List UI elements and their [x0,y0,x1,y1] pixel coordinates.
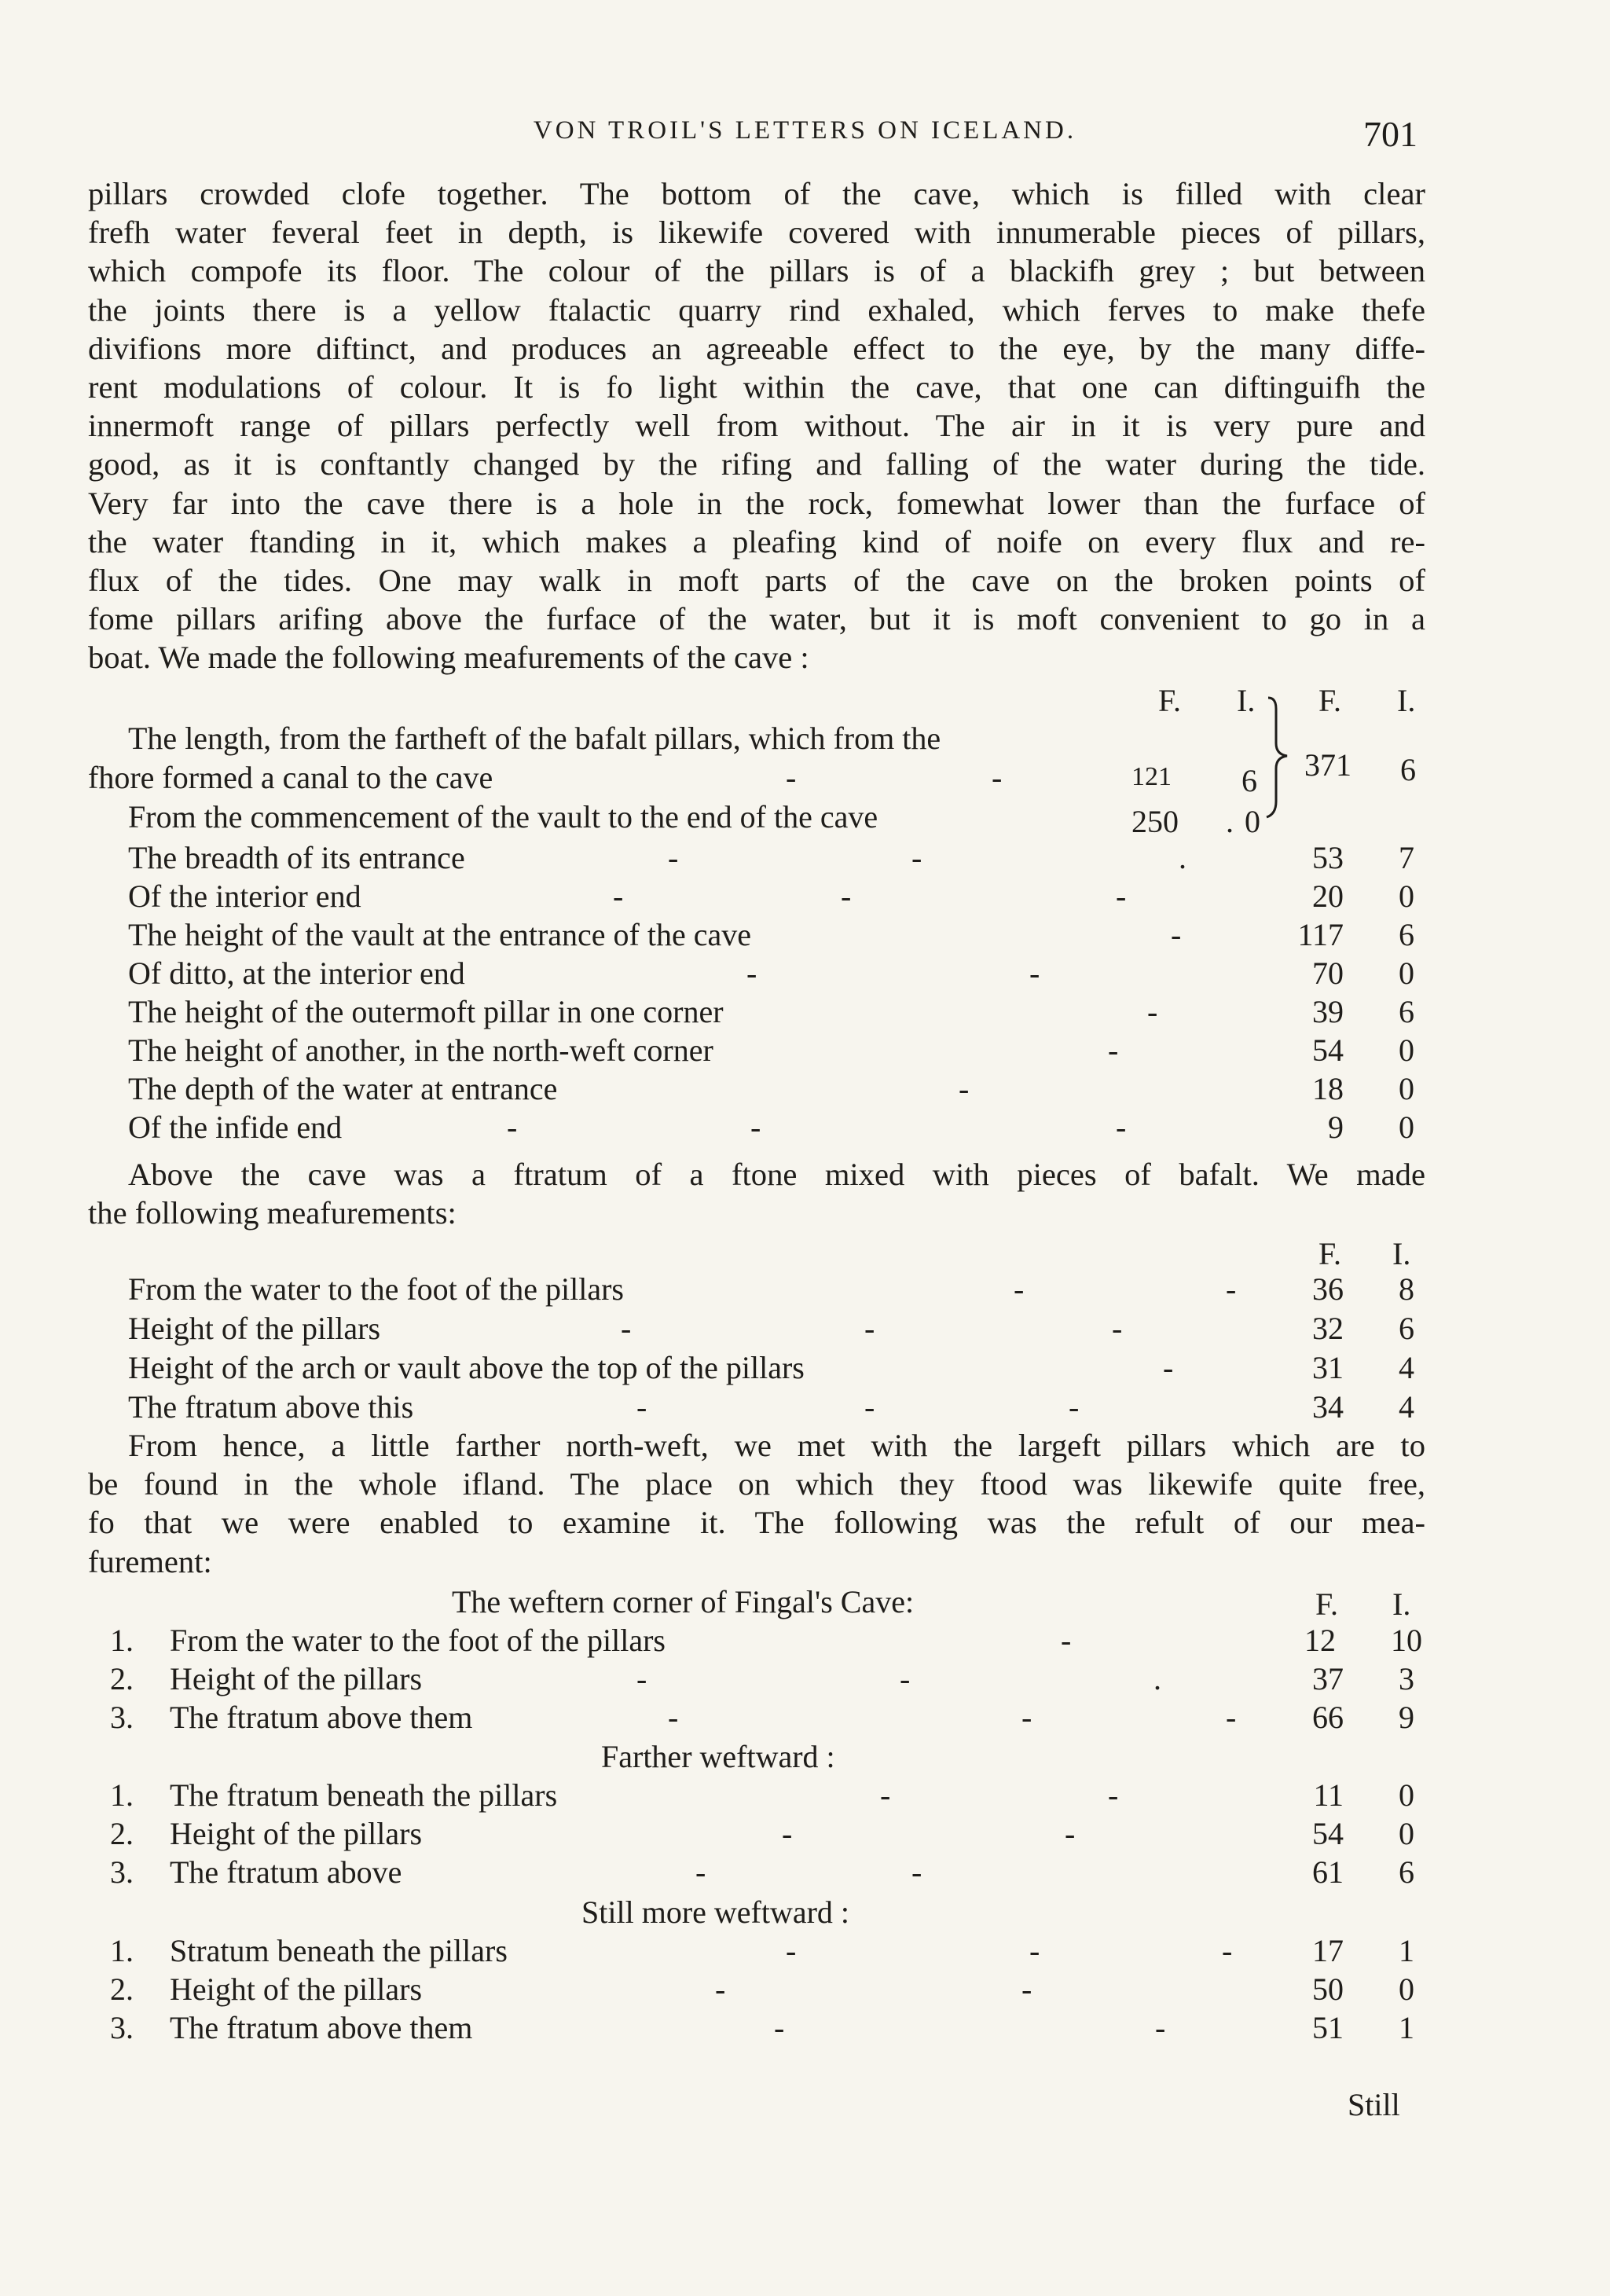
column-header-feet: F. [1158,683,1182,718]
column-header-inches: I. [1392,1586,1411,1622]
table-row [0,1388,1610,1428]
row-feet: 32 [1312,1311,1344,1346]
leader-dash: - [1171,917,1182,952]
leader-dash: - [1029,955,1040,991]
vault-feet: 250 [1131,804,1179,839]
table-row [0,1349,1610,1388]
row-label: Height of the pillars [170,1661,423,1696]
page-number: 701 [1363,114,1417,154]
row-number: 1. [110,1623,134,1658]
leader-dash: - [1222,1933,1233,1968]
length-label-line2: fhore formed a canal to the cave [88,760,493,795]
row-inches: 6 [1399,994,1414,1029]
table-row [0,1699,1610,1738]
column-header-feet: F. [1315,1586,1339,1622]
table-row [0,1032,1610,1071]
row-inches: 6 [1399,917,1414,952]
row-inches: 8 [1399,1271,1414,1307]
text-line: which compofe its floor. The colour of the pillars is of a blackifh grey ; but between [88,253,1425,289]
lower-paragraph [88,1426,1425,1581]
row-feet: 66 [1312,1700,1344,1735]
leader-dash: - [621,1311,632,1346]
table-row [0,2009,1610,2048]
row-feet: 53 [1312,840,1344,875]
row-label: Of the interior end [128,878,361,914]
row-feet: 17 [1312,1933,1344,1968]
leader-dash: - [1226,1700,1237,1735]
text-line: be found in the whole ifland. The place on which they ftood was likewife quite free, [88,1466,1425,1502]
vault-inches: 0 [1245,804,1260,839]
middle-paragraph [88,1155,1425,1232]
row-inches: 10 [1391,1623,1422,1658]
row-label: The height of the outermoft pillar in one corner [128,994,724,1029]
row-label: Height of the pillars [128,1311,381,1346]
row-inches: 4 [1399,1389,1414,1425]
row-inches: 1 [1399,1933,1414,1968]
table-row [0,1271,1610,1310]
table-row [0,1971,1610,2010]
leader-dash: - [782,1816,793,1851]
table-row [0,1109,1610,1148]
table-row [0,955,1610,994]
column-header-inches: I. [1237,683,1256,718]
row-number: 2. [110,1971,134,2007]
row-label: Of the infide end [128,1109,343,1145]
row-label: The ftratum above this [128,1389,414,1425]
text-line: the water ftanding in it, which makes a pleafing kind of noife on every flux and re- [88,523,1425,559]
row-feet: 39 [1312,994,1344,1029]
leader-dash: - [507,1109,518,1145]
leader-dash: - [911,840,922,875]
leader-dash: . [1153,1661,1161,1696]
length-feet: 121 [1131,762,1172,791]
group-subtitle: Still more weftward : [581,1894,850,1930]
row-feet: 11 [1313,1777,1344,1813]
row-number: 2. [110,1661,134,1696]
brace-icon [1263,691,1295,833]
row-number: 1. [110,1777,134,1813]
row-label: The height of the vault at the entrance of the cave [128,917,751,952]
leader-dash: - [1112,1311,1123,1346]
leader-dash: - [1116,878,1127,914]
column-header-inches-total: I. [1397,683,1416,718]
leader-dash: - [636,1661,647,1696]
text-line: Above the cave was a ftratum of a ftone mixed with pieces of bafalt. We made [128,1157,1425,1192]
leader-dash: - [613,878,624,914]
length-inches: 6 [1241,763,1257,798]
group-subtitle: Farther weftward : [601,1739,835,1774]
row-label: The ftratum above them [170,1700,473,1735]
catchword: Still [1348,2087,1400,2122]
running-title: VON TROIL'S LETTERS ON ICELAND. [533,116,1077,145]
row-inches: 0 [1399,1971,1414,2007]
row-inches: 0 [1399,1071,1414,1106]
row-number: 3. [110,1854,134,1890]
text-line: the joints there is a yellow ftalactic quarry rind exhaled, which ferves to make thefe [88,292,1425,328]
leader-dash: - [1061,1623,1072,1658]
text-line: rent modulations of colour. It is fo light within the cave, that one can diftinguifh the [88,369,1425,405]
leader-dash: - [880,1777,891,1813]
leader-dash: - [695,1854,706,1890]
table-row [0,839,1610,878]
row-label: The height of another, in the north-weft corner [128,1032,713,1068]
row-inches: 1 [1399,2010,1414,2045]
text-line: fo that we were enabled to examine it. The following was the refult of our mea- [88,1505,1425,1541]
leader-dash: - [1069,1389,1080,1425]
row-label: Stratum beneath the pillars [170,1933,508,1968]
leader-dash: - [911,1854,922,1890]
row-inches: 7 [1399,840,1414,875]
leader-dash: - [715,1971,726,2007]
leader-dash: - [959,1071,970,1106]
total-inches: 6 [1400,752,1416,787]
row-inches: 3 [1399,1661,1414,1696]
column-header-feet-total: F. [1318,683,1342,718]
row-inches: 6 [1399,1311,1414,1346]
column-header-feet: F. [1318,1236,1342,1271]
leader-dash: - [1029,1933,1040,1968]
leader-dash: - [864,1311,875,1346]
row-label: From the water to the foot of the pillars [128,1271,624,1307]
row-feet: 20 [1312,878,1344,914]
table-row [0,1660,1610,1700]
table-row [0,1070,1610,1109]
text-line: frefh water feveral feet in depth, is likewife covered with innumerable pieces of pillars, [88,215,1425,251]
row-inches: 0 [1399,1816,1414,1851]
leader-dash: - [1065,1816,1076,1851]
column-header-inches: I. [1392,1236,1411,1271]
total-feet: 371 [1304,747,1351,783]
text-line: the following meafurements: [88,1195,457,1231]
row-inches: 0 [1399,878,1414,914]
row-label: Height of the arch or vault above the top of the pillars [128,1350,805,1385]
leader-dash: - [774,2010,785,2045]
table-row [0,916,1610,955]
leader-dash: - [668,1700,679,1735]
row-label: The ftratum beneath the pillars [170,1777,558,1813]
row-label: The ftratum above them [170,2010,473,2045]
text-line: innermoft range of pillars perfectly well from without. The air in it is very pure and [88,408,1425,444]
row-number: 3. [110,2010,134,2045]
leader-dash: - [746,955,757,991]
row-inches: 9 [1399,1700,1414,1735]
leader-dash: - [786,1933,797,1968]
row-label: The depth of the water at entrance [128,1071,558,1106]
row-number: 1. [110,1933,134,1968]
text-line: flux of the tides. One may walk in moft parts of the cave on the broken points of [88,563,1425,599]
leader-dash: - [668,840,679,875]
table-row [0,1854,1610,1893]
leader-dash: - [1108,1032,1119,1068]
row-feet: 54 [1312,1816,1344,1851]
table-title: The weftern corner of Fingal's Cave: [452,1584,915,1619]
text-line: boat. We made the following meafurements of the cave : [88,640,809,676]
intro-paragraph [88,174,1425,677]
row-label: The breadth of its entrance [128,840,465,875]
row-feet: 34 [1312,1389,1344,1425]
text-line: furement: [88,1543,212,1579]
row-feet: 54 [1312,1032,1344,1068]
leader-dash: - [1116,1109,1127,1145]
row-feet: 61 [1312,1854,1344,1890]
row-label: Of ditto, at the interior end [128,955,465,991]
text-line: divifions more diftinct, and produces an agreeable effect to the eye, by the many diffe- [88,330,1425,366]
leader-dash: . [1179,840,1186,875]
text-line: Very far into the cave there is a hole in the rock, fomewhat lower than the furface of [88,485,1425,521]
leader-dash: - [900,1661,911,1696]
table-row [0,1815,1610,1854]
leader-dash: - [1108,1777,1119,1813]
row-label: From the water to the foot of the pillars [170,1623,666,1658]
row-feet: 37 [1312,1661,1344,1696]
leader-dash: - [992,760,1003,795]
row-inches: 6 [1399,1854,1414,1890]
leader-dash: - [1021,1700,1032,1735]
leader-dash: - [636,1389,647,1425]
leader-dash: - [786,760,797,795]
table-row [0,878,1610,917]
row-feet: 50 [1312,1971,1344,2007]
row-inches: 0 [1399,955,1414,991]
row-inches: 4 [1399,1350,1414,1385]
leader-dash: - [841,878,852,914]
row-number: 2. [110,1816,134,1851]
row-label: The ftratum above [170,1854,402,1890]
row-feet: 12 [1304,1623,1336,1658]
table-row [0,1310,1610,1349]
row-feet: 70 [1312,955,1344,991]
leader-dash: - [1155,2010,1166,2045]
row-label: Height of the pillars [170,1816,423,1851]
leader-dash: - [864,1389,875,1425]
text-line: From hence, a little farther north-weft, we met with the largeft pillars which are to [128,1428,1425,1463]
table-row [0,993,1610,1032]
row-feet: 18 [1312,1071,1344,1106]
leader-dot: . [1226,804,1234,839]
leader-dash: - [750,1109,761,1145]
row-feet: 51 [1312,2010,1344,2045]
vault-label: From the commencement of the vault to the end of the cave [128,799,878,834]
row-feet: 36 [1312,1271,1344,1307]
row-feet: 117 [1297,917,1344,952]
leader-dash: - [1014,1271,1025,1307]
table-row [0,1622,1610,1661]
row-number: 3. [110,1700,134,1735]
leader-dash: - [1021,1971,1032,2007]
table-row [0,1932,1610,1971]
text-line: fome pillars arifing above the furface of the water, but it is moft convenient to go in a [88,601,1425,637]
leader-dash: - [1226,1271,1237,1307]
length-label-line1: The length, from the fartheft of the bafalt pillars, which from the [128,721,941,756]
row-label: Height of the pillars [170,1971,423,2007]
row-inches: 0 [1399,1109,1414,1145]
table-row [0,1777,1610,1816]
row-inches: 0 [1399,1777,1414,1813]
row-feet: 31 [1312,1350,1344,1385]
leader-dash: - [1147,994,1158,1029]
leader-dash: - [1163,1350,1174,1385]
text-line: pillars crowded clofe together. The bottom of the cave, which is filled with clear [88,176,1425,211]
row-inches: 0 [1399,1032,1414,1068]
row-feet: 9 [1328,1109,1344,1145]
text-line: good, as it is conftantly changed by the rifing and falling of the water during the tide. [88,446,1425,482]
